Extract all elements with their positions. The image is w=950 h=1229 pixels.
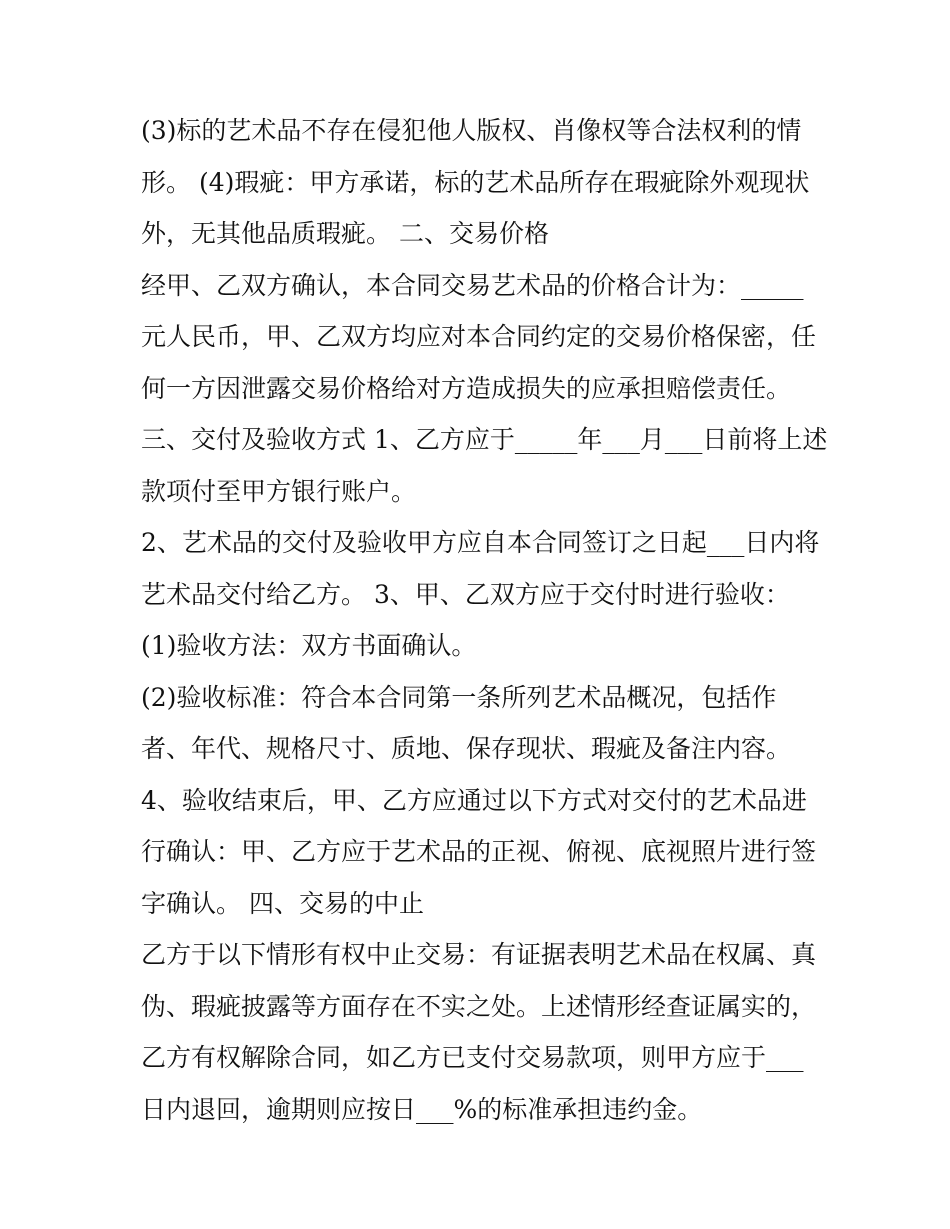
text-line: 何一方因泄露交易价格给对方造成损失的应承担赔偿责任。 (141, 373, 792, 403)
text-line: 4、验收结束后，甲、乙方应通过以下方式对交付的艺术品进 (141, 785, 807, 815)
text-line: 乙方于以下情形有权中止交易：有证据表明艺术品在权属、真 (141, 940, 817, 969)
text-line: 行确认：甲、乙方应于艺术品的正视、俯视、底视照片进行签 (141, 837, 817, 866)
text-line: 伪、瑕疵披露等方面存在不实之处。上述情形经查证属实的， (141, 991, 817, 1021)
text-line: 经甲、乙双方确认，本合同交易艺术品的价格合计为：_____ (141, 270, 804, 300)
text-line: 艺术品交付给乙方。 3、甲、乙双方应于交付时进行验收： (141, 579, 790, 609)
text-line: 者、年代、规格尺寸、质地、保存现状、瑕疵及备注内容。 (141, 734, 792, 763)
text-line: 形。 (4)瑕疵：甲方承诺，标的艺术品所存在瑕疵除外观现状 (141, 167, 810, 197)
text-line: 日内退回，逾期则应按日___%的标准承担违约金。 (141, 1094, 703, 1124)
text-line: 元人民币，甲、乙双方均应对本合同约定的交易价格保密，任 (141, 322, 817, 351)
text-line: 乙方有权解除合同，如乙方已支付交易款项，则甲方应于___ (141, 1043, 804, 1072)
text-line: 款项付至甲方银行账户。 (141, 476, 417, 506)
contract-text (141, 105, 841, 1135)
text-line: (3)标的艺术品不存在侵犯他人版权、肖像权等合法权利的情 (141, 116, 802, 145)
text-line: (1)验收方法：双方书面确认。 (141, 631, 477, 660)
text-line: 三、交付及验收方式 1、乙方应于_____年___月___日前将上述 (141, 425, 828, 454)
text-line: 外，无其他品质瑕疵。 二、交易价格 (141, 219, 549, 248)
text-line: 2、艺术品的交付及验收甲方应自本合同签订之日起___日内将 (141, 528, 820, 557)
text-line: (2)验收标准：符合本合同第一条所列艺术品概况，包括作 (141, 682, 777, 712)
text-line: 字确认。 四、交易的中止 (141, 888, 424, 918)
